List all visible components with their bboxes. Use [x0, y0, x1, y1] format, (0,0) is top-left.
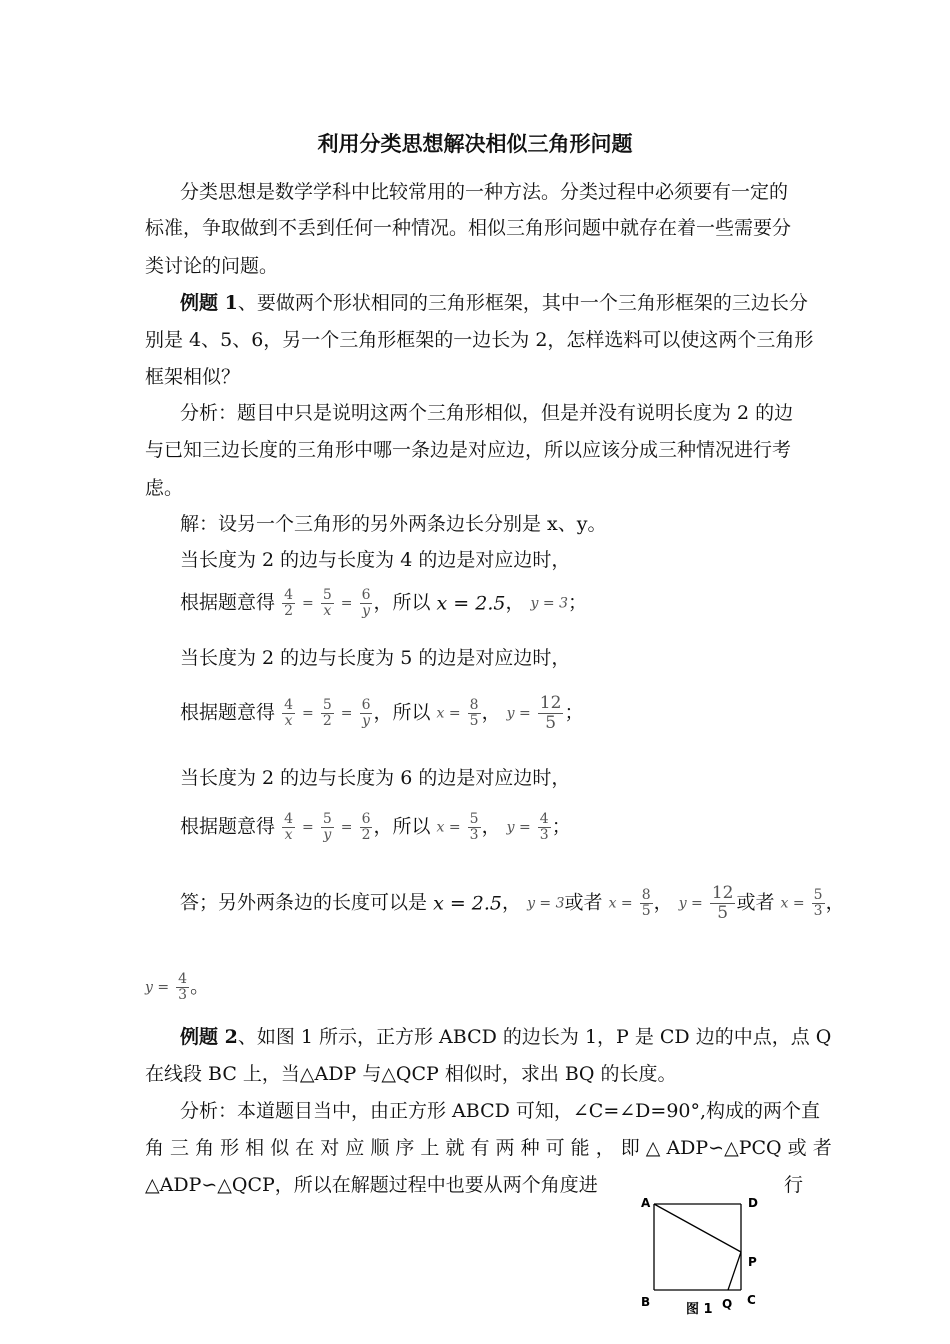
ex2-analysis-1: 分析：本道题目当中，由正方形 ABCD 可知，∠C=∠D=90°,构成的两个直 [180, 1100, 821, 1122]
ex1-analysis-1: 分析：题目中只是说明这两个三角形相似，但是并没有说明长度为 2 的边 [180, 402, 794, 424]
ex2-line-2: 在线段 BC 上，当△ADP 与△QCP 相似时，求出 BQ 的长度。 [145, 1063, 677, 1085]
ex2-analysis-4: 行 [784, 1174, 804, 1196]
fraction: $\frac{5}{x}$ [322, 587, 332, 619]
ex1-case2: 当长度为 2 的边与长度为 5 的边是对应边时， [180, 647, 571, 669]
intro-line-3: 类讨论的问题。 [145, 255, 279, 277]
ex1-analysis-2: 与已知三边长度的三角形中哪一条边是对应边，所以应该分成三种情况进行考 [145, 439, 792, 461]
ex1-case3: 当长度为 2 的边与长度为 6 的边是对应边时， [180, 767, 571, 789]
fraction: $\frac{8}{5}$ [469, 697, 479, 729]
ex2-analysis-2: 角 三 角 形 相 似 在 对 应 顺 序 上 就 有 两 种 可 能 ， 即 △ ADP∽△PCQ 或 者 [145, 1137, 832, 1159]
label-d: D [748, 1196, 758, 1210]
x-value: x = 2.5 [436, 592, 506, 615]
label-a: A [641, 1196, 651, 1210]
ex1-line-3: 框架相似？ [145, 366, 241, 388]
ex2-line-1: 例题 2、如图 1 所示，正方形 ABCD 的边长为 1，P 是 CD 边的中点，点 Q [180, 1026, 832, 1048]
ex1-solution: 解：设另一个三角形的另外两条边长分别是 x、y。 [180, 513, 607, 535]
label-b: B [641, 1295, 651, 1309]
fraction: $\frac{8}{5}$ [641, 887, 651, 919]
ex2-analysis-3: △ADP∽△QCP，所以在解题过程中也要从两个角度进 [145, 1174, 598, 1196]
segment-pq [728, 1252, 741, 1290]
ex1-analysis-3: 虑。 [145, 477, 184, 499]
fraction: $\frac{12}{5}$ [711, 883, 734, 923]
figure-caption: 图 1 [686, 1302, 713, 1317]
ex2-label: 例题 2 [180, 1026, 238, 1048]
fraction: $\frac{4}{2}$ [284, 587, 293, 619]
fraction: $\frac{6}{y}$ [361, 697, 371, 729]
ex1-answer-cont: y = $\frac{4}{3}$ 。 [145, 971, 210, 1003]
ex1-line-2: 别是 4、5、6，另一个三角形框架的一边长为 2，怎样选料可以使这两个三角形 [145, 329, 814, 351]
fraction: $\frac{5}{3}$ [469, 811, 479, 843]
fraction: $\frac{4}{x}$ [284, 697, 293, 729]
intro-line-2: 标准，争取做到不丢到任何一种情况。相似三角形问题中就存在着一些需要分 [145, 217, 792, 239]
fraction: $\frac{5}{y}$ [322, 811, 332, 843]
fraction: $\frac{6}{2}$ [361, 811, 371, 843]
ex1-answer: 答；另外两条边的长度可以是 x = 2.5， y = 3或者 x = $\frac{8}{5}$ ， y = $\frac{12}{5}$ 或者 x = $\frac{5}{3}$ ， [180, 883, 845, 923]
segment-ap [654, 1204, 741, 1252]
fraction: $\frac{12}{5}$ [539, 693, 562, 733]
label-c: C [747, 1293, 756, 1307]
page-title: 利用分类思想解决相似三角形问题 [317, 132, 633, 156]
ex1-eq1: 根据题意得 $\frac{4}{2}$ = $\frac{5}{x}$ = $\frac{6}{y}$ ，所以 x = 2.5， y = 3； [180, 587, 588, 619]
fraction: $\frac{4}{3}$ [178, 971, 188, 1003]
y-value: y = 3 [530, 595, 568, 612]
fraction: $\frac{5}{3}$ [813, 887, 823, 919]
ex1-line-1: 例题 1、要做两个形状相同的三角形框架，其中一个三角形框架的三边长分 [180, 292, 808, 314]
ex1-case1: 当长度为 2 的边与长度为 4 的边是对应边时， [180, 549, 571, 571]
ex1-eq3: 根据题意得 $\frac{4}{x}$ = $\frac{5}{y}$ = $\frac{6}{2}$ ，所以 x = $\frac{5}{3}$ ， y = $\frac{4}{3}$ ； [180, 811, 571, 843]
label-p: P [748, 1255, 757, 1269]
fraction: $\frac{5}{2}$ [322, 697, 332, 729]
fraction: $\frac{4}{3}$ [539, 811, 549, 843]
label-q: Q [722, 1297, 733, 1311]
intro-line-1: 分类思想是数学学科中比较常用的一种方法。分类过程中必须要有一定的 [180, 181, 789, 203]
ex1-label: 例题 1 [180, 292, 238, 314]
fraction: $\frac{4}{x}$ [284, 811, 293, 843]
ex1-eq2: 根据题意得 $\frac{4}{x}$ = $\frac{5}{2}$ = $\frac{6}{y}$ ，所以 x = $\frac{8}{5}$ ， y = $\frac{12}{5}$ ； [180, 693, 584, 733]
figure-1 [630, 1190, 770, 1320]
fraction: $\frac{6}{y}$ [361, 587, 371, 619]
